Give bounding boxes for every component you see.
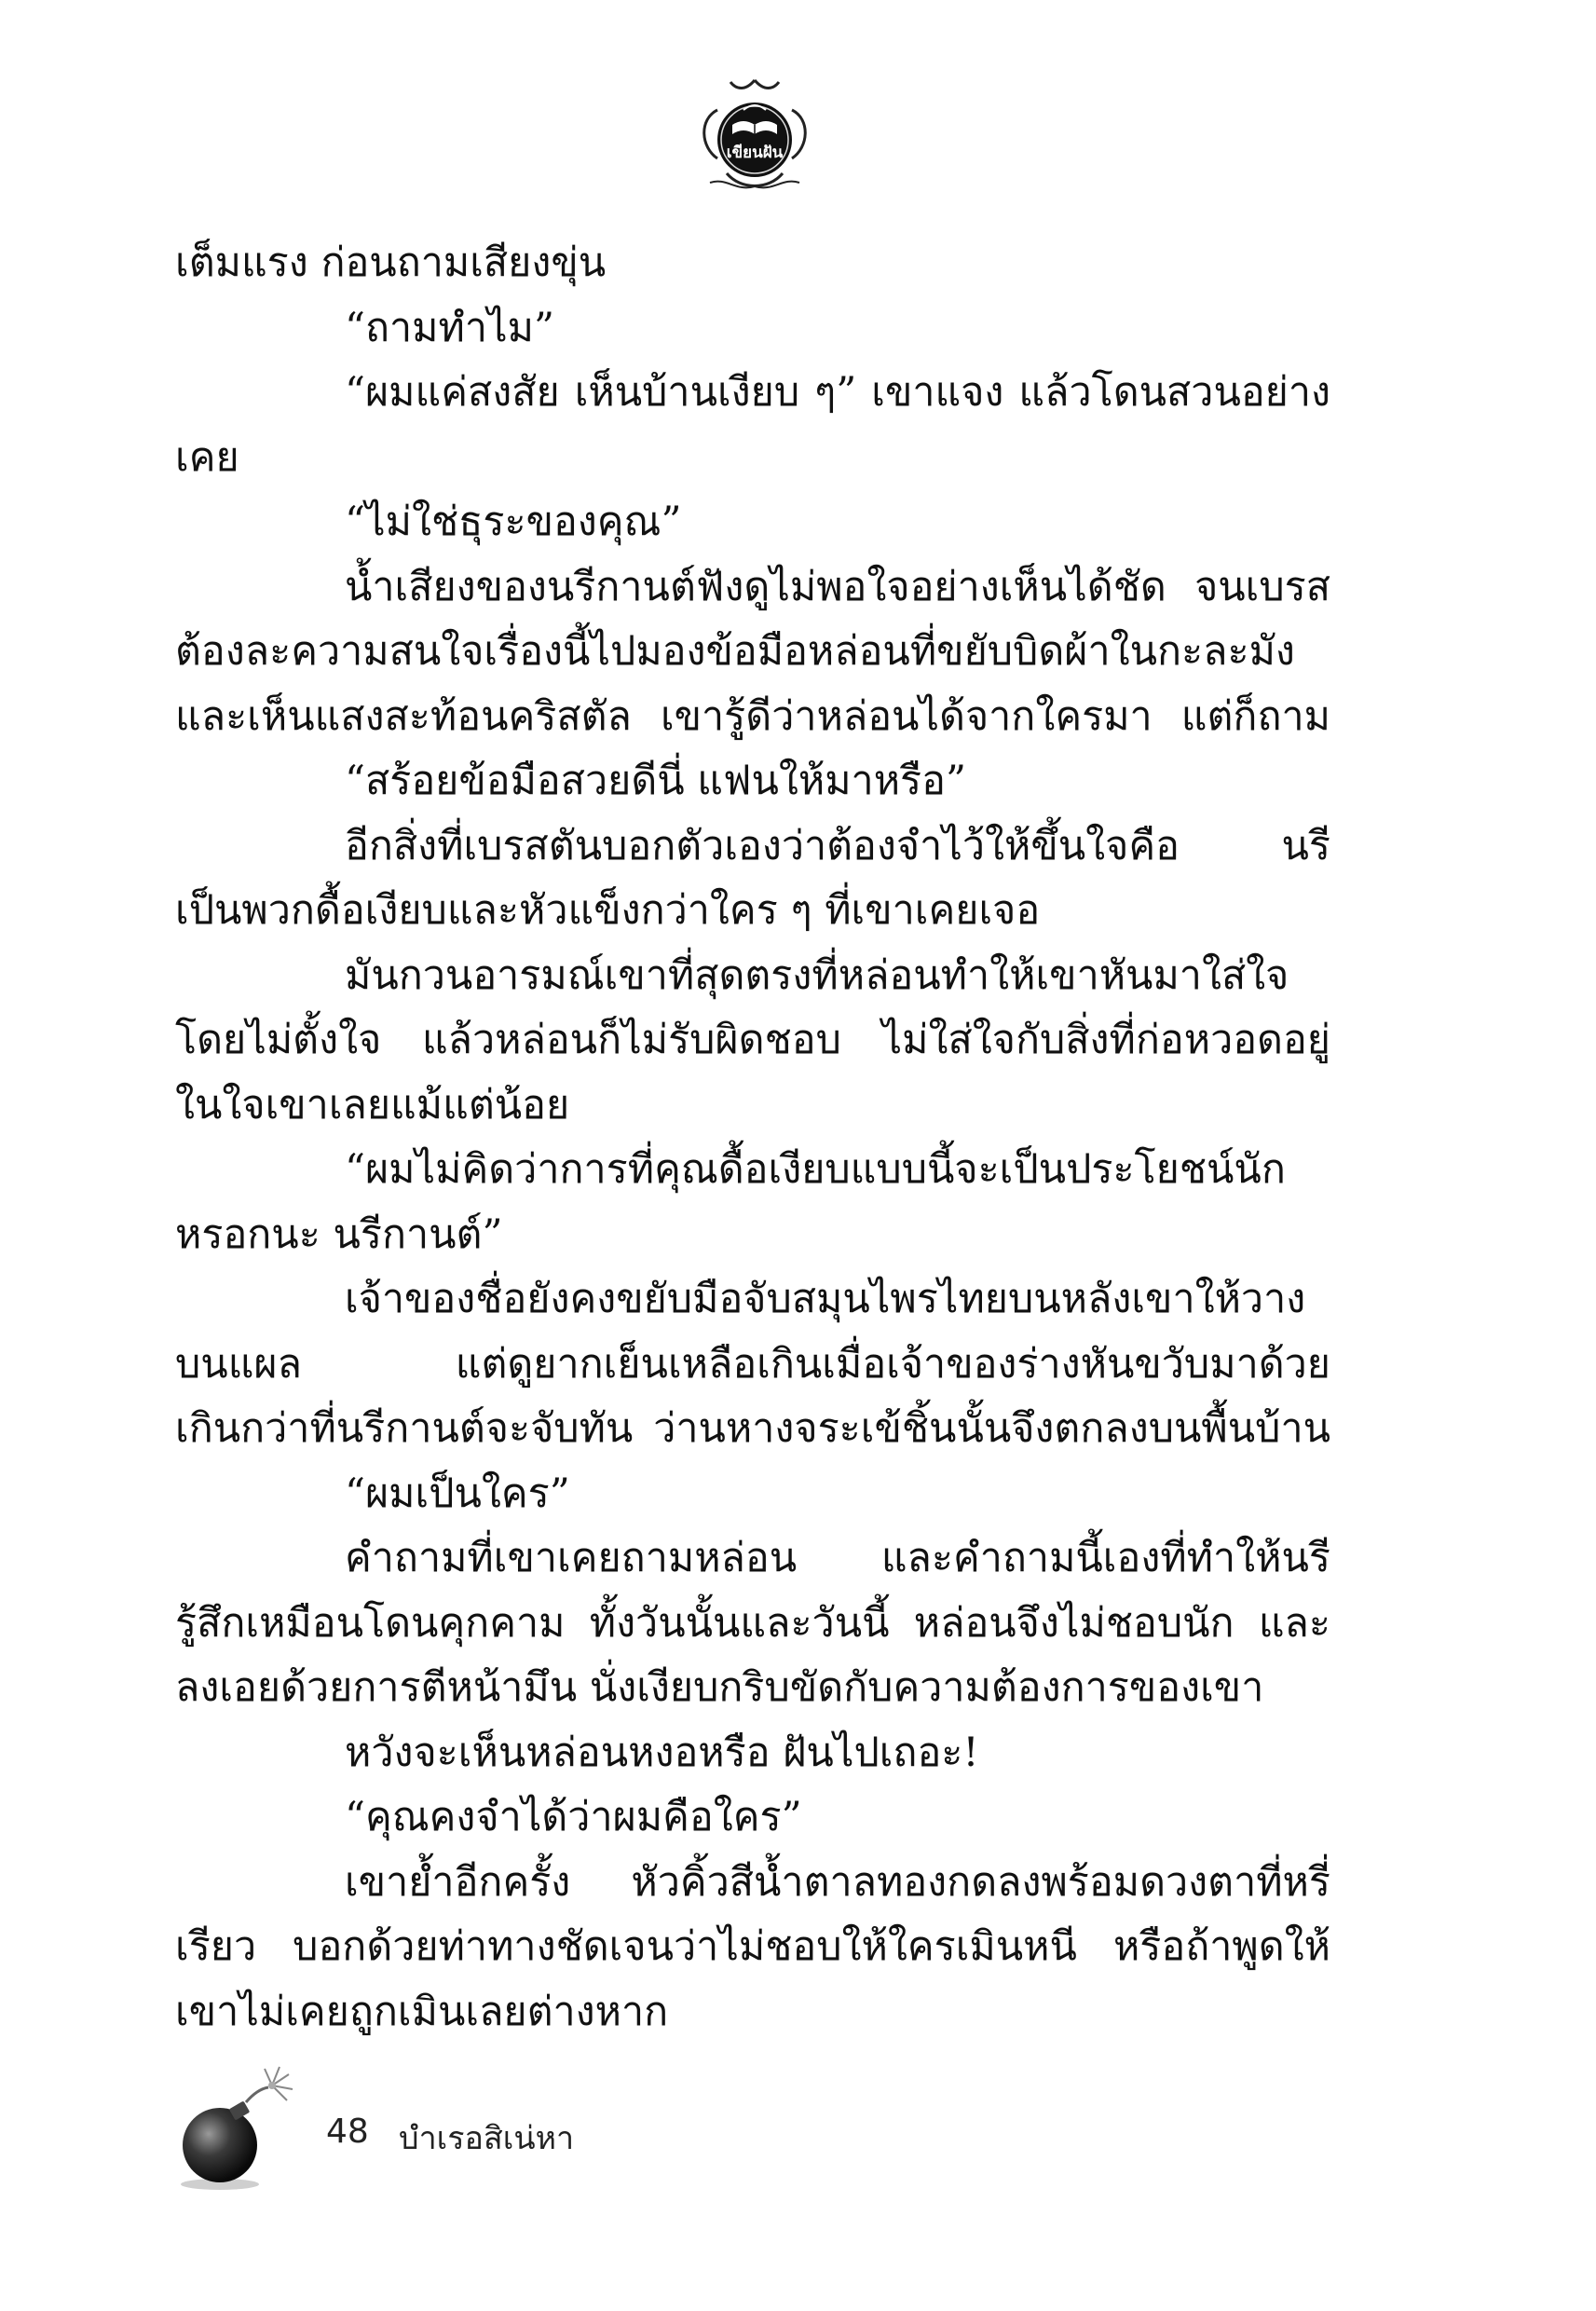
logo-text: เขียนฝัน xyxy=(726,144,784,162)
text-line: บนแผล แต่ดูยากเย็นเหลือเกินเมื่อเจ้าของร่างหันขวับมาด้วย xyxy=(175,1340,1330,1388)
bomb-icon xyxy=(175,2061,324,2192)
text-line: หวังจะเห็นหล่อนหงอหรือ ฝันไปเถอะ! xyxy=(345,1729,979,1776)
body-text xyxy=(175,231,1330,2044)
text-line: ในใจเขาเลยแม้แต่น้อย xyxy=(175,1081,570,1128)
text-line: และเห็นแสงสะท้อนคริสตัล เขารู้ดีว่าหล่อนได้จากใครมา แต่ก็ถาม xyxy=(175,692,1330,740)
text-line: เต็มแรง ก่อนถามเสียงขุ่น xyxy=(175,239,607,286)
ornament-icon xyxy=(689,73,820,203)
text-line: “คุณคงจำได้ว่าผมคือใคร” xyxy=(345,1794,802,1840)
text-line: “ถามทำไม” xyxy=(345,304,554,351)
text-line: ต้องละความสนใจเรื่องนี้ไปมองข้อมือหล่อนที่ขยับบิดผ้าในกะละมัง xyxy=(175,628,1295,675)
text-line: เกินกว่าที่นรีกานต์จะจับทัน ว่านหางจระเข้ชิ้นนั้นจึงตกลงบนพื้นบ้าน xyxy=(175,1405,1330,1452)
text-line: น้ำเสียงของนรีกานต์ฟังดูไม่พอใจอย่างเห็นได้ชัด จนเบรส xyxy=(345,563,1330,610)
publisher-logo xyxy=(689,73,820,203)
running-title: บำเรอสิเน่หา xyxy=(399,2120,575,2157)
page-number: 48 xyxy=(326,2113,369,2151)
text-line: เขาไม่เคยถูกเมินเลยต่างหาก xyxy=(175,1988,669,2035)
text-line: ลงเอยด้วยการตีหน้ามึน นั่งเงียบกริบขัดกับความต้องการของเขา xyxy=(175,1664,1264,1711)
text-line: “ผมแค่สงสัย เห็นบ้านเงียบ ๆ” เขาแจง แล้วโดนสวนอย่าง xyxy=(345,369,1330,416)
text-line: มันกวนอารมณ์เขาที่สุดตรงที่หล่อนทำให้เขาหันมาใส่ใจ xyxy=(345,951,1289,999)
text-line: “ไม่ใช่ธุระของคุณ” xyxy=(345,499,682,545)
text-line: เรียว บอกด้วยท่าทางชัดเจนว่าไม่ชอบให้ใครเมินหนี หรือถ้าพูดให้ xyxy=(175,1923,1330,1970)
text-line: เคย xyxy=(175,433,239,481)
page-footer xyxy=(175,2061,827,2192)
text-line: รู้สึกเหมือนโดนคุกคาม ทั้งวันนั้นและวันนี้ หล่อนจึงไม่ชอบนัก และ xyxy=(175,1599,1330,1647)
text-line: อีกสิ่งที่เบรสตันบอกตัวเองว่าต้องจำไว้ให้ขึ้นใจคือ นรี xyxy=(345,822,1330,869)
text-line: หรอกนะ นรีกานต์” xyxy=(175,1210,503,1258)
text-line: เจ้าของชื่อยังคงขยับมือจับสมุนไพรไทยบนหลังเขาให้วาง xyxy=(345,1276,1306,1322)
text-line: “ผมเป็นใคร” xyxy=(345,1470,570,1517)
text-line: เป็นพวกดื้อเงียบและหัวแข็งกว่าใคร ๆ ที่เขาเคยเจอ xyxy=(175,887,1041,934)
text-line: “ผมไม่คิดว่าการที่คุณดื้อเงียบแบบนี้จะเป็นประโยชน์นัก xyxy=(345,1146,1286,1193)
text-line: เขาย้ำอีกครั้ง หัวคิ้วสีน้ำตาลทองกดลงพร้อมดวงตาที่หรี่ xyxy=(345,1858,1330,1906)
text-line: โดยไม่ตั้งใจ แล้วหล่อนก็ไม่รับผิดชอบ ไม่ใส่ใจกับสิ่งที่ก่อหวอดอยู่ xyxy=(175,1017,1330,1063)
text-line: “สร้อยข้อมือสวยดีนี่ แฟนให้มาหรือ” xyxy=(345,758,966,804)
text-line: คำถามที่เขาเคยถามหล่อน และคำถามนี้เองที่ทำให้นรี xyxy=(345,1535,1330,1581)
